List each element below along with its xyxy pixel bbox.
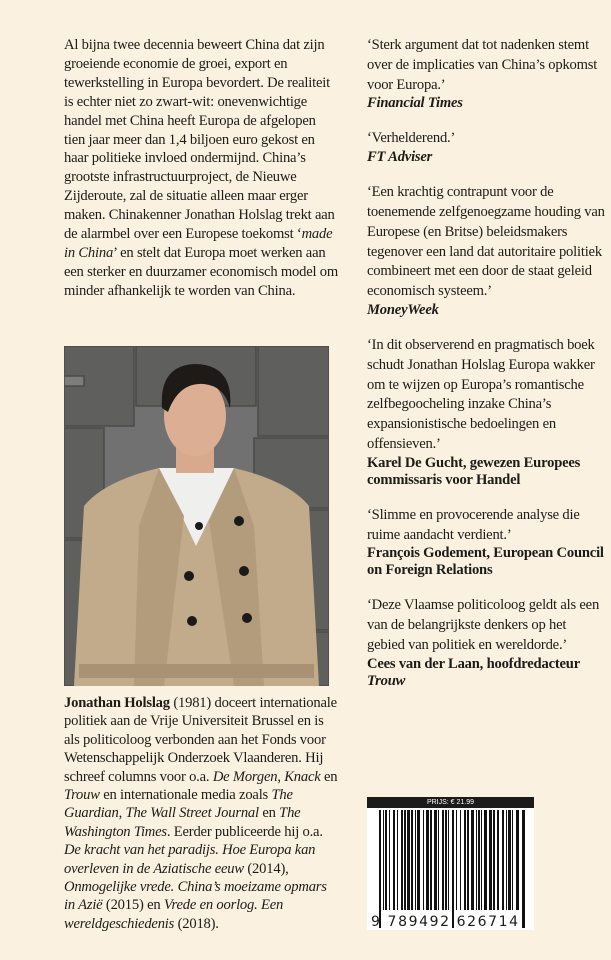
barcode-bar	[484, 810, 487, 910]
barcode-bar	[467, 810, 469, 910]
barcode-bar	[460, 810, 461, 910]
barcode-bar	[506, 810, 507, 910]
barcode-bar	[385, 810, 387, 910]
barcode-bar	[516, 810, 519, 910]
bio-text: en	[258, 805, 280, 822]
quote-source-text: Trouw	[367, 672, 406, 689]
bio-text: (2014),	[243, 860, 289, 877]
quote-source	[367, 545, 607, 579]
barcode-bar	[481, 810, 482, 910]
quote-text: ‘Deze Vlaamse politicoloog geldt als een van de belangrijkste denkers op het gebied van politiek en wereldorde.’	[367, 597, 600, 653]
bio-text: ,	[118, 805, 126, 822]
barcode-bar	[476, 810, 477, 910]
bio-text: ,	[277, 768, 285, 785]
barcode-bar	[383, 810, 384, 910]
barcode-bar	[508, 810, 511, 910]
barcode-bar	[397, 810, 398, 910]
barcode-bar	[471, 810, 474, 910]
quote-source	[367, 656, 607, 690]
barcode-bar	[417, 810, 420, 910]
barcode-bar	[442, 810, 444, 910]
barcode-bar	[448, 810, 449, 910]
quote-source	[367, 149, 607, 166]
blurb-text: made in China	[64, 226, 333, 261]
barcode-bar	[456, 810, 457, 910]
quote-source-text: Financial Times	[367, 95, 463, 112]
book-blurb	[64, 36, 339, 301]
barcode-bar	[512, 810, 513, 910]
bio-text: The Washington Times	[64, 805, 301, 840]
author-bio	[64, 694, 339, 933]
bio-text: The Guardian	[64, 787, 293, 822]
quote-source	[367, 455, 607, 489]
bio-text: De Morgen	[212, 768, 278, 785]
barcode-bar	[389, 810, 390, 910]
barcode-bar	[452, 810, 454, 928]
isbn-barcode	[367, 797, 534, 930]
barcode-bar	[411, 810, 413, 910]
author-photo	[64, 346, 329, 686]
bio-text: De kracht van het paradijs. Hoe Europa kan overleven in de Aziatische eeuw	[64, 842, 316, 877]
isbn-number: 9 789492 626714	[371, 914, 520, 930]
bio-text: The Wall Street Journal	[125, 805, 259, 822]
barcode-bar	[522, 810, 525, 928]
barcode-bar	[404, 810, 406, 910]
barcode-bar	[401, 810, 403, 910]
quote-source-text: François Godement, European Council on Foreign Relations	[367, 545, 604, 579]
review-quote	[367, 506, 607, 580]
quote-source-text: MoneyWeek	[367, 301, 439, 318]
quote-source-text: Karel De Gucht, gewezen Europees commissaris voor Handel	[367, 454, 581, 488]
author-portrait-image	[64, 346, 329, 686]
blurb-text: Al bijna twee decennia beweert China dat zijn groeiende economie de groei, export en tewerkstelling in Europa bevordert. De realiteit is echter niet zo zwart-wit: onevenwichtige handel met China heeft Europa de afgelopen tien jaar meer dan 1,4 biljoen euro gekost en haar politieke invloed ondermijnd. China’s grootste infrastructuurproject, de Nieuwe Zijderoute, zal de situatie alleen maar erger maken. Chinakenner Jonathan Holslag trekt aan de alarmbel over een Europese toekomst ‘	[64, 37, 335, 243]
barcode-bar	[430, 810, 432, 910]
review-quote	[367, 336, 607, 489]
bio-text: Knack	[284, 768, 321, 785]
barcode-bar	[497, 810, 499, 910]
quote-text: ‘Slimme en provocerende analyse die ruime aandacht verdient.’	[367, 506, 580, 543]
barcode-bar	[393, 810, 395, 910]
barcode-bar	[423, 810, 424, 910]
barcode-bar	[478, 810, 480, 910]
barcode-bar	[489, 810, 492, 910]
review-quote	[367, 36, 607, 112]
press-quotes	[367, 36, 607, 707]
quote-source-text: FT Adviser	[367, 149, 433, 166]
bio-text: en internationale media zoals	[99, 787, 272, 804]
blurb-text: ’ en stelt dat Europa moet werken aan een sterker en duurzamer economisch model om minder afhankelijk te worden van China.	[64, 244, 339, 299]
bio-text: . Eerder publiceerde hij o.a.	[166, 823, 323, 840]
quote-source	[367, 302, 607, 319]
price-label: PRIJS: € 21.99	[367, 797, 534, 808]
review-quote	[367, 183, 607, 319]
barcode-bars	[367, 808, 534, 930]
review-quote	[367, 129, 607, 166]
bio-text: Trouw	[64, 787, 100, 804]
bio-text: en	[320, 768, 338, 785]
bio-text: (1981) doceert internationale politiek aan de Vrije Universiteit Brussel en is als politicoloog verbonden aan het Fonds voor Wetenschappelijk Onderzoek Vlaanderen. Hij schreef columns voor o.a.	[64, 695, 337, 785]
review-quote	[367, 596, 607, 689]
quote-text: ‘Een krachtig contrapunt voor de toenemende zelfgenoegzame houding van Europese (en Britse) beleidsmakers tegenover een land dat autoritaire politiek combineert met een door de staat geleid economisch systeem.’	[367, 184, 605, 300]
quote-source-text: Cees van der Laan, hoofdredacteur	[367, 655, 580, 672]
barcode-bar	[426, 810, 429, 910]
barcode-bar	[438, 810, 439, 910]
barcode-bar	[415, 810, 416, 910]
barcode-bar	[434, 810, 437, 910]
barcode-bar	[407, 810, 410, 910]
barcode-bar	[379, 810, 381, 928]
barcode-bar	[464, 810, 466, 910]
quote-source	[367, 95, 607, 112]
barcode-bar	[493, 810, 495, 910]
barcode-bar	[502, 810, 504, 910]
bio-text: (2015) en	[102, 897, 164, 914]
bio-text: Vrede en oorlog. Een wereldgeschiedenis	[64, 897, 284, 932]
quote-text: ‘Sterk argument dat tot nadenken stemt over de implicaties van China’s opkomst voor Europa.’	[367, 37, 598, 93]
barcode-bar	[445, 810, 447, 910]
quote-text: ‘In dit observerend en pragmatisch boek schudt Jonathan Holslag Europa wakker om te wijzen op Europa’s romantische zelfbegoocheling inzake China’s expansionistische bedoelingen en offensieven.’	[367, 336, 595, 452]
quote-text: ‘Verhelderend.’	[367, 130, 456, 147]
bio-text: Jonathan Holslag	[64, 695, 170, 711]
bio-text: (2018).	[174, 915, 219, 932]
bio-text: Onmogelijke vrede. China’s moeizame opmars in Azië	[64, 879, 327, 914]
